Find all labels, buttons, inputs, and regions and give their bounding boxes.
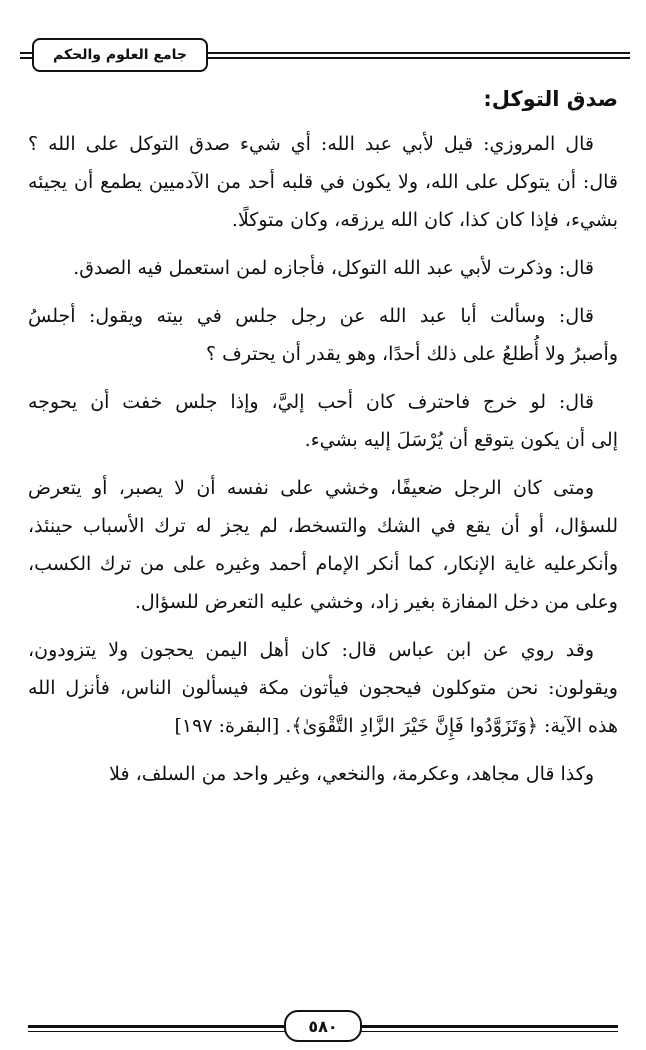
page-header: [20, 32, 630, 72]
paragraph: [28, 249, 618, 287]
page-body: [28, 82, 618, 803]
paragraph: [28, 297, 618, 373]
paragraph: [28, 631, 618, 745]
text-line: قال: وذكرت لأبي عبد الله التوكل، فأجازه لمن استعمل فيه الصدق.: [73, 257, 594, 279]
text-line: قال: لو خرج فاحترف كان أحب إليَّ، وإذا جلس خفت أن يحوجه: [28, 391, 594, 413]
text-line: قال المروزي: قيل لأبي عبد الله: أي شيء صدق التوكل على الله ؟: [28, 133, 594, 155]
section-title: صدق التوكل:: [483, 87, 618, 111]
text-line: وعلى من دخل المفازة بغير زاد، وخشي عليه التعرض للسؤال.: [134, 591, 618, 613]
text-line: هذه الآية: ﴿وَتَزَوَّدُوا فَإِنَّ خَيْرَ الزَّادِ التَّقْوَىٰ﴾. [البقرة: ١٩٧]: [174, 715, 618, 737]
text-line: ومتى كان الرجل ضعيفًا، وخشي على نفسه أن لا يصبر، أو يتعرض: [28, 477, 594, 499]
text-line: وأنكرعليه غاية الإنكار، كما أنكر الإمام أحمد وغيره على من ترك الكسب،: [28, 553, 618, 575]
book-title: جامع العلوم والحكم: [32, 38, 208, 72]
paragraph: [28, 125, 618, 239]
text-line: وقد روي عن ابن عباس قال: كان أهل اليمن يحجون ولا يتزودون،: [28, 639, 594, 661]
text-line: ويقولون: نحن متوكلون فيحجون فيأتون مكة فيسألون الناس، فأنزل الله: [28, 677, 618, 699]
paragraph: [28, 383, 618, 459]
text-line: وأصبرُ ولا أُطلعُ على ذلك أحدًا، وهو يقدر أن يحترف ؟: [206, 343, 618, 365]
page-footer: [28, 1010, 618, 1040]
text-line: للسؤال، أو أن يقع في الشك والتسخط، لم يجز له ترك الأسباب حينئذ،: [28, 515, 618, 537]
text-line: قال: أن يتوكل على الله، ولا يكون في قلبه أحد من الآدميين يطمع أن يجيئه: [28, 171, 618, 193]
page-number: ٥٨٠: [284, 1010, 362, 1042]
text-line: بشيء، فإذا كان كذا، كان الله يرزقه، وكان متوكلًا.: [231, 209, 618, 231]
paragraph: [28, 755, 618, 793]
paragraph: [28, 469, 618, 621]
text-line: إلى أن يكون يتوقع أن يُرْسَلَ إليه بشيء.: [304, 429, 618, 451]
text-line: قال: وسألت أبا عبد الله عن رجل جلس في بيته ويقول: أجلسُ: [28, 305, 594, 327]
text-line: وكذا قال مجاهد، وعكرمة، والنخعي، وغير واحد من السلف، فلا: [109, 763, 594, 785]
